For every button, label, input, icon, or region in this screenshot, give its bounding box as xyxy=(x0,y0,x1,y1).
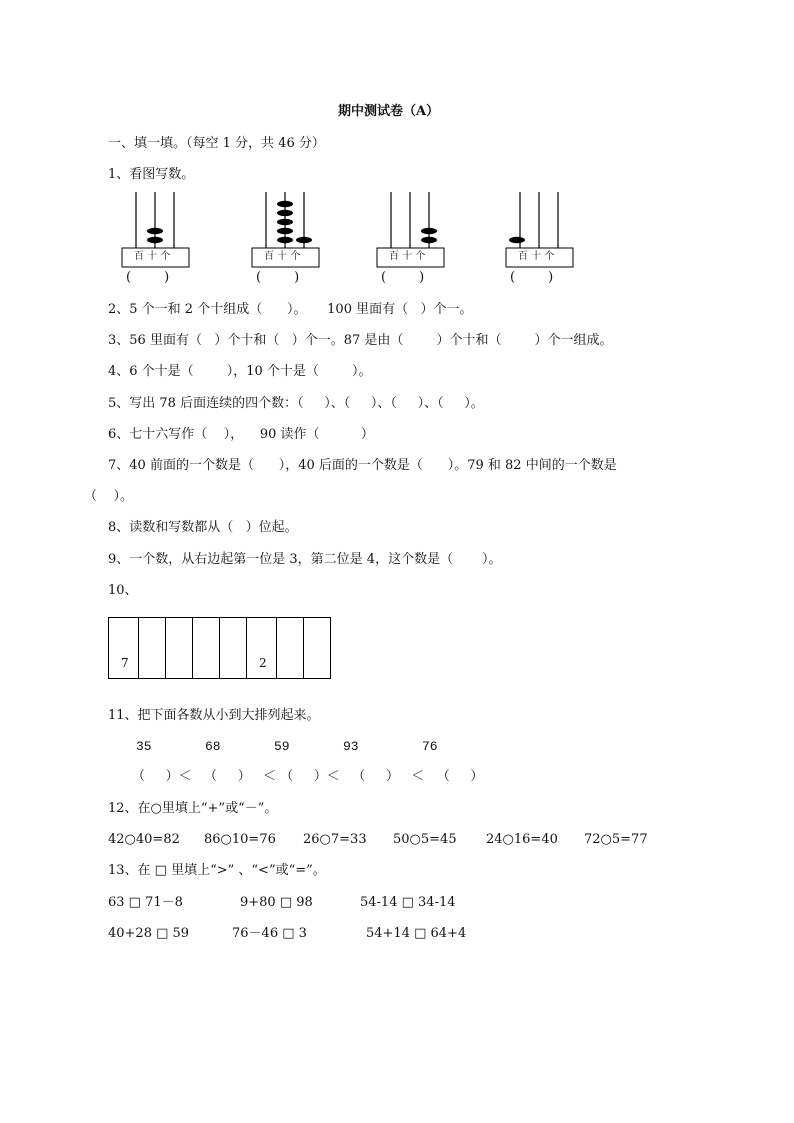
number-item: 59 xyxy=(274,739,290,754)
abacus-1 xyxy=(118,190,208,300)
page-title: 期中测试卷（A） xyxy=(338,104,440,119)
grid-cell[interactable] xyxy=(166,618,193,679)
question-4: 4、6 个十是（ ），10 个十是（ ）。 xyxy=(108,364,372,379)
compare-item: 63 □ 71－8 xyxy=(108,895,183,910)
compare-item: 9+80 □ 98 xyxy=(240,895,313,910)
place-labels: 百 十 个 xyxy=(518,251,555,262)
answer-blank: ( ) xyxy=(381,270,425,285)
question-7-line-2: （ ）。 xyxy=(84,489,134,504)
question-11-label: 11、把下面各数从小到大排列起来。 xyxy=(108,708,320,723)
place-labels: 百 十 个 xyxy=(264,251,301,262)
answer-blank: ( ) xyxy=(126,270,170,285)
order-line: （ ）＜ （ ） ＜ （ ）＜ （ ） ＜ （ ） xyxy=(132,769,484,784)
grid-cell[interactable] xyxy=(220,618,247,679)
equation-item: 86○10=76 xyxy=(204,832,276,847)
answer-blank: ( ) xyxy=(256,270,300,285)
equation-item: 50○5=45 xyxy=(393,832,457,847)
question-9: 9、一个数，从右边起第一位是 3，第二位是 4，这个数是（ ）。 xyxy=(108,552,502,567)
grid-cell[interactable] xyxy=(304,618,331,679)
number-item: 35 xyxy=(136,739,152,754)
grid-cell[interactable]: 2 xyxy=(247,618,277,679)
question-2: 2、5 个一和 2 个十组成（ ）。 100 里面有（ ）个一。 xyxy=(108,302,473,317)
abacus-3 xyxy=(373,190,463,300)
compare-item: 54-14 □ 34-14 xyxy=(360,895,456,910)
number-item: 93 xyxy=(343,739,359,754)
number-item: 76 xyxy=(422,739,438,754)
grid-cell[interactable] xyxy=(139,618,166,679)
question-5: 5、写出 78 后面连续的四个数：（ ）、（ ）、（ ）、（ ）。 xyxy=(108,396,484,411)
question-10-label: 10、 xyxy=(108,583,138,598)
compare-item: 54+14 □ 64+4 xyxy=(366,926,467,941)
answer-blank: ( ) xyxy=(510,270,554,285)
question-8: 8、读数和写数都从（ ）位起。 xyxy=(108,520,298,535)
question-3: 3、56 里面有（ ）个十和（ ）个一。87 是由（ ）个十和（ ）个一组成。 xyxy=(108,333,613,348)
question-12-label: 12、在○里填上“+”或“－”。 xyxy=(108,801,278,816)
abacus-4 xyxy=(502,190,592,300)
grid-cell[interactable] xyxy=(193,618,220,679)
compare-item: 40+28 □ 59 xyxy=(108,926,190,941)
question-13-label: 13、在 □ 里填上“>” 、“<”或“=”。 xyxy=(108,863,326,878)
digit-grid xyxy=(108,617,331,679)
equation-item: 24○16=40 xyxy=(486,832,558,847)
question-6: 6、七十六写作（ ）， 90 读作（ ） xyxy=(108,427,374,442)
equation-item: 72○5=77 xyxy=(584,832,648,847)
place-labels: 百 十 个 xyxy=(134,251,171,262)
equation-item: 26○7=33 xyxy=(303,832,367,847)
abacus-2 xyxy=(248,190,338,300)
grid-cell[interactable]: 7 xyxy=(109,618,139,679)
grid-cell[interactable] xyxy=(277,618,304,679)
place-labels: 百 十 个 xyxy=(389,251,426,262)
equation-item: 42○40=82 xyxy=(108,832,180,847)
compare-item: 76－46 □ 3 xyxy=(232,926,307,941)
question-1-label: 1、看图写数。 xyxy=(108,167,195,182)
number-item: 68 xyxy=(205,739,221,754)
question-7-line-1: 7、40 前面的一个数是（ ），40 后面的一个数是（ ）。79 和 82 中间的一个数是 xyxy=(108,458,617,473)
section-heading: 一、填一填。（每空 1 分，共 46 分） xyxy=(108,136,325,151)
